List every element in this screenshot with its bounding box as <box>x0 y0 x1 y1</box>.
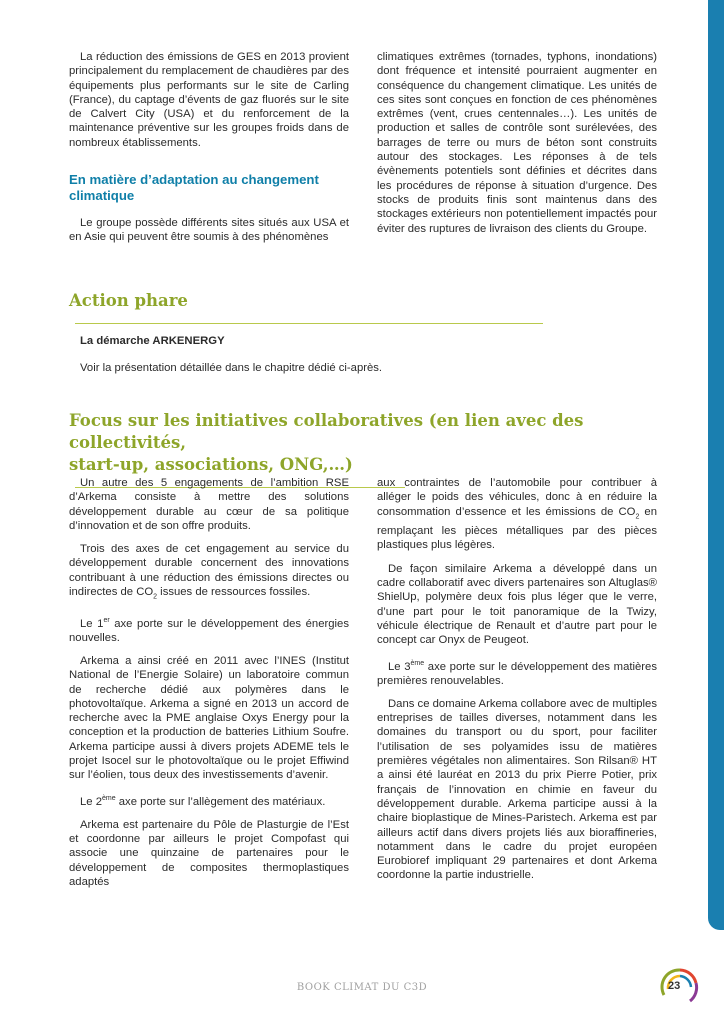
paragraph: Le 3ème axe porte sur le développement des matières premières renouvelables. <box>377 659 657 687</box>
paragraph: Arkema a ainsi créé en 2011 avec l’INES (Institut National de l’Energie Solaire) un laboratoire commun de recherche dédié aux polymères dans le photovoltaïque. Arkema a signé en 2013 un accord de recherche avec la PME anglaise Oxys Energy pour la conception et la production de batteries Lithium Soufre. Arkema participe aussi à divers projets ADEME tels le projet Isocel sur le photovoltaïque ou le projet Effiwind sur l’éolien, tous deux des investissements d’avenir. <box>69 654 349 782</box>
bottom-right-column <box>377 476 657 892</box>
paragraph: Le 1er axe porte sur le développement des énergies nouvelles. <box>69 616 349 644</box>
section-title-line2: start-up, associations, ONG,…) <box>69 455 353 474</box>
action-box <box>80 334 640 375</box>
bottom-left-column <box>69 476 349 898</box>
section-title-action <box>69 290 659 334</box>
paragraph: Dans ce domaine Arkema collabore avec de multiples entreprises de tailles diverses, notamment dans les domaines du transport ou du sport, pour faciliter l’utilisation de ses polyamides issu de matières premières végétales non alimentaires. Son Rilsan® HT a ainsi été lauréat en 2013 du prix Pierre Potier, prix français de l’innovation en chimie en faveur du développement durable. Arkema participe aussi à la chaire bioplastique de Mines-Paristech. Arkema est par ailleurs actif dans divers projets liés aux bioraffineries, notamment dans le cadre du projet européen Eurobioref impliquant 29 partenaires et dont Arkema coordonne la partie industrielle. <box>377 697 657 882</box>
section-title-line1: Focus sur les initiatives collaboratives (en lien avec des collectivités, <box>69 411 584 452</box>
top-left-column <box>69 50 349 254</box>
section-title-text: Action phare <box>69 291 188 310</box>
paragraph: Trois des axes de cet engagement au service du développement durable concernent des innovations contribuant à une réduction des émissions directes ou indirectes de $CO_2$ issues de ressources fossiles. <box>69 543 349 601</box>
footer-title: BOOK CLIMAT DU C3D <box>296 982 428 993</box>
paragraph: La réduction des émissions de GES en 2013 provient principalement du remplacement de chaudières par des équipements plus performants sur le site de Carling (France), du captage d’évents de gaz fluorés sur le site de Calvert City (USA) et du renforcement de la maintenance préventive sur les groupes froids dans de nombreux établissements. <box>69 51 349 149</box>
top-right-column <box>377 50 657 245</box>
sidebar-accent-bar <box>708 0 724 930</box>
paragraph: climatiques extrêmes (tornades, typhons, inondations) dont fréquence et intensité pourraient augmenter en conséquence du changement climatique. Les unités de ces sites sont conçues en fonction de ces phénomènes extrêmes (vent, crues centennales…). Les unités de production et salles de contrôle sont surélevées, des barrages de terre ou murs de béton sont construits autour des stockages. Les réponses à de tels évènements potentiels sont définies et décrites dans les procédures de réponse à situation d’urgence. Des stocks de produits finis sont maintenus dans des stockages extérieurs non potentiellement impactés pour éviter des ruptures de livraison des clients du Groupe. <box>377 51 657 235</box>
paragraph: Le 2ème axe porte sur l’allègement des matériaux. <box>80 794 326 808</box>
paragraph: Un autre des 5 engagements de l’ambition RSE d’Arkema consiste à mettre des solutions développement durable au cœur de sa politique d’innovation et de son offre produits. <box>69 477 349 532</box>
action-label: La démarche ARKENERGY <box>80 335 225 347</box>
action-text: Voir la présentation détaillée dans le chapitre dédié ci-après. <box>80 362 383 374</box>
page-number: 23 <box>668 980 681 992</box>
paragraph: Arkema est partenaire du Pôle de Plasturgie de l’Est et coordonne par ailleurs le projet Compofast qui associe une quinzaine de partenaires pour le développement de composites thermoplastiques adaptés <box>69 818 349 888</box>
subheading-adaptation: En matière d’adaptation au changement climatique <box>69 172 319 204</box>
paragraph: Le groupe possède différents sites situés aux USA et en Asie qui peuvent être soumis à des phénomènes <box>69 217 349 244</box>
title-rule <box>75 323 543 325</box>
paragraph: De façon similaire Arkema a développé dans un cadre collaboratif avec divers partenaires son Altuglas® ShielUp, polymère deux fois plus léger que le verre, d’une part pour le toit panoramique de la Twizy, véhicule électrique de Renault et d’autre part pour le concept car Onyx de Peugeot. <box>377 562 657 647</box>
paragraph: aux contraintes de l’automobile pour contribuer à alléger le poids des véhicules, donc à en réduire la consommation d’essence et les émissions de $CO_2$ en remplaçant les pièces métalliques par des pièces plastiques plus légères. <box>377 477 657 552</box>
